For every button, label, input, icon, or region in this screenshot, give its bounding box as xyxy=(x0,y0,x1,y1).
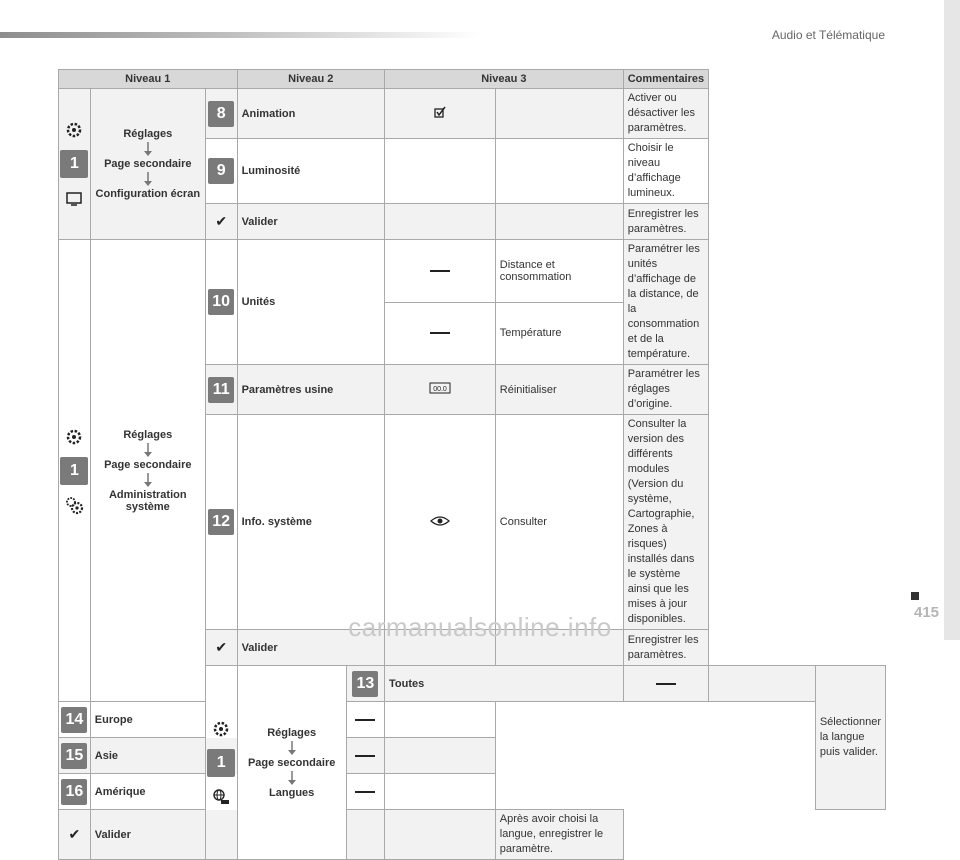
level-badge: 1 xyxy=(60,150,88,178)
level3-cell: Consulter xyxy=(495,415,623,630)
check-cell xyxy=(205,204,237,240)
arrow-down-icon xyxy=(288,741,296,755)
checkbox-icon xyxy=(434,106,446,118)
section1-icons xyxy=(59,89,91,240)
level2-label: Toutes xyxy=(384,666,623,702)
level2-label: Luminosité xyxy=(237,139,384,204)
level3-symbol-cell xyxy=(384,204,495,240)
nav-languages: Langues xyxy=(269,786,315,799)
arrow-down-icon xyxy=(144,443,152,457)
nav-settings: Réglages xyxy=(123,428,173,441)
level3-cell xyxy=(384,810,495,860)
step-badge: 9 xyxy=(208,158,234,184)
row-number-cell xyxy=(59,702,91,738)
step-badge: 12 xyxy=(208,509,234,535)
level2-label: Info. système xyxy=(237,415,384,630)
check-cell xyxy=(59,810,91,860)
section3-nav xyxy=(237,666,346,860)
right-edge-bar xyxy=(944,0,960,640)
level3-symbol-cell xyxy=(346,810,384,860)
nav-secondary-page: Page secondaire xyxy=(104,458,192,471)
dash-cell xyxy=(623,666,708,702)
level3-cell: Température xyxy=(495,302,623,365)
step-badge: 15 xyxy=(61,743,87,769)
level3-cell: Distance et consommation xyxy=(495,240,623,303)
level3-cell xyxy=(495,89,623,139)
col-header-level2: Niveau 2 xyxy=(237,70,384,89)
dash-cell xyxy=(384,240,495,303)
gear-icon xyxy=(64,120,84,140)
checkmark-icon: ✔ xyxy=(215,639,228,655)
level3-cell xyxy=(384,774,495,810)
row-number-cell xyxy=(59,738,91,774)
level2-label: Asie xyxy=(90,738,237,774)
svg-text:00.0: 00.0 xyxy=(433,386,447,393)
section1-nav xyxy=(90,89,205,240)
table-row xyxy=(59,810,886,860)
eye-cell xyxy=(384,415,495,630)
table-row xyxy=(59,240,886,303)
dash-icon xyxy=(355,791,375,793)
level3-cell xyxy=(495,139,623,204)
arrow-down-icon xyxy=(288,771,296,785)
level2-label: Valider xyxy=(237,630,384,666)
arrow-down-icon xyxy=(144,473,152,487)
row-number-cell xyxy=(205,365,237,415)
dash-icon xyxy=(355,755,375,757)
comment-cell: Paramétrer les réglages d’origine. xyxy=(623,365,708,415)
nav-screen-config: Configuration écran xyxy=(95,188,201,200)
col-header-level1: Niveau 1 xyxy=(59,70,238,89)
table-row xyxy=(59,702,886,738)
dash-cell xyxy=(346,702,384,738)
dash-icon xyxy=(355,719,375,721)
table-row xyxy=(59,738,886,774)
level3-cell xyxy=(384,702,495,738)
comment-cell: Enregistrer les paramètres. xyxy=(623,204,708,240)
dash-icon xyxy=(430,332,450,334)
row-number-cell xyxy=(205,89,237,139)
row-number-cell xyxy=(205,139,237,204)
step-badge: 11 xyxy=(208,377,234,403)
page-marker xyxy=(911,592,919,600)
gear-icon xyxy=(64,427,84,447)
admin-gears-icon xyxy=(64,495,84,515)
level3-cell xyxy=(495,204,623,240)
dash-icon xyxy=(430,270,450,272)
level2-label: Amérique xyxy=(90,774,237,810)
comment-cell: Après avoir choisi la langue, enregistrer le paramètre. xyxy=(495,810,623,860)
page-header-title: Audio et Télématique xyxy=(771,28,885,42)
level2-label: Valider xyxy=(90,810,237,860)
comment-cell: Sélectionner la langue puis valider. xyxy=(815,666,885,810)
settings-table xyxy=(58,69,886,860)
comment-cell: Consulter la version des différents modules (Version du système, Cartographie, Zones à risques) installés dans le système ainsi que les mises à jour disponibles. xyxy=(623,415,708,630)
step-badge: 10 xyxy=(208,289,234,315)
row-number-cell xyxy=(205,415,237,630)
nav-secondary-page: Page secondaire xyxy=(104,158,192,170)
level3-symbol-cell xyxy=(384,139,495,204)
level3-cell: Réinitialiser xyxy=(495,365,623,415)
level3-cell xyxy=(709,666,816,702)
arrow-down-icon xyxy=(144,172,152,186)
dash-cell xyxy=(384,302,495,365)
screen-config-icon xyxy=(64,188,84,208)
row-number-cell xyxy=(59,774,91,810)
step-badge: 8 xyxy=(208,101,234,127)
reset-cell xyxy=(384,365,495,415)
level2-label: Animation xyxy=(237,89,384,139)
level-badge: 1 xyxy=(60,457,88,485)
step-badge: 14 xyxy=(61,707,87,733)
header-gradient-bar xyxy=(0,32,480,38)
col-header-level3: Niveau 3 xyxy=(384,70,623,89)
level2-label: Europe xyxy=(90,702,237,738)
dash-icon xyxy=(656,683,676,685)
page-number: 415 xyxy=(914,604,940,621)
nav-settings: Réglages xyxy=(123,128,173,140)
level2-label: Unités xyxy=(237,240,384,365)
eye-icon xyxy=(430,515,450,527)
checkbox-cell xyxy=(384,89,495,139)
row-number-cell xyxy=(346,666,384,702)
table-row xyxy=(59,89,886,139)
row-number-cell xyxy=(205,240,237,365)
level-badge: 1 xyxy=(207,749,235,777)
arrow-down-icon xyxy=(144,142,152,156)
level2-label: Paramètres usine xyxy=(237,365,384,415)
nav-settings: Réglages xyxy=(267,726,317,739)
comment-cell: Enregistrer les paramètres. xyxy=(623,630,708,666)
checkmark-icon: ✔ xyxy=(68,826,81,842)
comment-cell: Activer ou désactiver les paramètres. xyxy=(623,89,708,139)
level3-cell xyxy=(384,738,495,774)
checkmark-icon: ✔ xyxy=(215,213,228,229)
step-badge: 13 xyxy=(352,671,378,697)
table-row xyxy=(59,774,886,810)
dash-cell xyxy=(346,738,384,774)
table-header-row xyxy=(59,70,886,89)
step-badge: 16 xyxy=(61,779,87,805)
nav-system-admin: Administration système xyxy=(108,488,187,513)
col-header-comments: Commentaires xyxy=(623,70,708,89)
level2-label: Valider xyxy=(237,204,384,240)
watermark: carmanualsonline.info xyxy=(348,612,612,642)
comment-cell: Paramétrer les unités d’affichage de la distance, de la consommation et de la température. xyxy=(623,240,708,365)
dash-cell xyxy=(346,774,384,810)
nav-secondary-page: Page secondaire xyxy=(247,756,336,769)
reset-icon xyxy=(429,382,451,394)
comment-cell: Choisir le niveau d’affichage lumineux. xyxy=(623,139,708,204)
